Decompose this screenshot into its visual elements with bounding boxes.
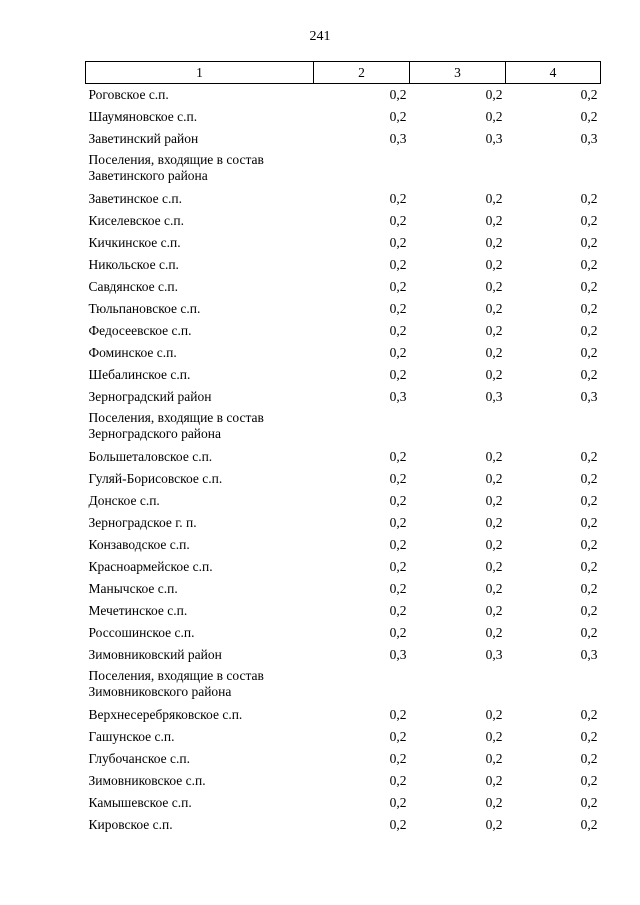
- table-row: [86, 490, 601, 512]
- table-row: [86, 792, 601, 814]
- settlement-name: Никольское с.п.: [88, 256, 179, 272]
- table-row: [86, 320, 601, 342]
- value-c3: 0,2: [485, 580, 503, 596]
- value-c4: 0,2: [580, 602, 598, 618]
- value-c3: 0,2: [485, 514, 503, 530]
- value-c4: 0,2: [580, 256, 598, 272]
- value-c2: 0,2: [389, 366, 407, 382]
- table-row: [86, 534, 601, 556]
- section-subheader-row: [86, 408, 601, 446]
- settlement-name: Донское с.п.: [88, 492, 160, 508]
- value-c3: 0,2: [485, 190, 503, 206]
- settlement-name: Зимовниковский район: [88, 646, 222, 662]
- settlement-name: Фоминское с.п.: [88, 344, 177, 360]
- value-c3: [410, 666, 506, 704]
- value-c4: [506, 408, 601, 446]
- table-row: [86, 512, 601, 534]
- table-row: [86, 276, 601, 298]
- value-c3: 0,2: [485, 234, 503, 250]
- table-row: [86, 210, 601, 232]
- value-c2: 0,2: [389, 580, 407, 596]
- value-c4: 0,2: [580, 492, 598, 508]
- settlement-name: Большеталовское с.п.: [88, 448, 213, 464]
- value-c2: 0,2: [389, 816, 407, 832]
- value-c2: 0,2: [389, 87, 407, 102]
- settlement-name: Красноармейское с.п.: [88, 558, 213, 574]
- settlement-name: Шебалинское с.п.: [88, 366, 191, 382]
- value-c2: 0,2: [389, 536, 407, 552]
- value-c4: 0,2: [580, 344, 598, 360]
- value-c4: [506, 150, 601, 188]
- value-c2: 0,2: [389, 772, 407, 788]
- settlement-name: Зимовниковское с.п.: [88, 772, 206, 788]
- value-c3: 0,2: [485, 256, 503, 272]
- value-c4: 0,2: [580, 234, 598, 250]
- value-c3: 0,2: [485, 602, 503, 618]
- settlement-name: Федосеевское с.п.: [88, 322, 192, 338]
- value-c4: 0,3: [580, 646, 598, 662]
- value-c2: [314, 150, 410, 188]
- value-c3: 0,2: [485, 278, 503, 294]
- value-c2: 0,2: [389, 514, 407, 530]
- value-c2: 0,2: [389, 278, 407, 294]
- settlement-name: Поселения, входящие в состав Зерноградского района: [88, 409, 264, 441]
- settlement-name: Глубочанское с.п.: [88, 750, 190, 766]
- value-c2: 0,2: [389, 492, 407, 508]
- table-row: [86, 298, 601, 320]
- table-row: [86, 232, 601, 254]
- value-c3: 0,3: [485, 646, 503, 662]
- table-header: [86, 62, 601, 84]
- settlement-name: Зерноградский район: [88, 388, 212, 404]
- value-c2: [314, 666, 410, 704]
- value-c3: 0,2: [485, 492, 503, 508]
- data-table: [85, 61, 601, 836]
- table-row: [86, 106, 601, 128]
- value-c4: 0,2: [580, 750, 598, 766]
- table-row: [86, 84, 601, 106]
- table-row: [86, 748, 601, 770]
- value-c4: 0,2: [580, 772, 598, 788]
- value-c4: 0,2: [580, 108, 598, 124]
- table-row: [86, 600, 601, 622]
- value-c3: 0,2: [485, 706, 503, 722]
- value-c3: 0,2: [485, 558, 503, 574]
- value-c3: 0,2: [485, 322, 503, 338]
- value-c3: 0,2: [485, 448, 503, 464]
- value-c3: 0,3: [485, 130, 503, 146]
- table-row: [86, 644, 601, 666]
- value-c2: 0,2: [389, 558, 407, 574]
- value-c2: 0,2: [389, 602, 407, 618]
- table-row: [86, 128, 601, 150]
- page-number: 241: [309, 29, 331, 44]
- value-c2: 0,3: [389, 388, 407, 404]
- settlement-name: Мечетинское с.п.: [88, 602, 188, 618]
- value-c3: 0,3: [485, 388, 503, 404]
- header-row: [86, 62, 601, 84]
- table-row: [86, 622, 601, 644]
- value-c3: 0,2: [485, 470, 503, 486]
- table-row: [86, 556, 601, 578]
- table-row: [86, 578, 601, 600]
- settlement-name: Поселения, входящие в состав Заветинского района: [88, 151, 264, 183]
- table-row: [86, 342, 601, 364]
- value-c2: 0,3: [389, 130, 407, 146]
- value-c3: 0,2: [485, 87, 503, 102]
- settlement-name: Зерноградское г. п.: [88, 514, 197, 530]
- table-row: [86, 726, 601, 748]
- value-c4: 0,2: [580, 624, 598, 640]
- table-row: [86, 770, 601, 792]
- value-c2: 0,2: [389, 234, 407, 250]
- settlement-name: Шаумяновское с.п.: [88, 108, 198, 124]
- value-c4: 0,2: [580, 212, 598, 228]
- value-c3: 0,2: [485, 108, 503, 124]
- value-c3: 0,2: [485, 728, 503, 744]
- value-c2: 0,2: [389, 624, 407, 640]
- value-c3: [410, 150, 506, 188]
- value-c4: 0,3: [580, 130, 598, 146]
- value-c4: 0,3: [580, 388, 598, 404]
- value-c2: 0,2: [389, 212, 407, 228]
- value-c4: 0,2: [580, 706, 598, 722]
- value-c3: 0,2: [485, 344, 503, 360]
- value-c2: 0,2: [389, 794, 407, 810]
- value-c4: 0,2: [580, 514, 598, 530]
- value-c2: 0,2: [389, 706, 407, 722]
- table-row: [86, 364, 601, 386]
- value-c3: 0,2: [485, 624, 503, 640]
- value-c4: 0,2: [580, 322, 598, 338]
- column-header-1: 1: [86, 62, 314, 84]
- column-header-3: 3: [410, 62, 506, 84]
- settlement-name: Киселевское с.п.: [88, 212, 185, 228]
- settlement-name: Заветинский район: [88, 130, 199, 146]
- value-c4: 0,2: [580, 300, 598, 316]
- settlement-name: Верхнесеребряковское с.п.: [88, 706, 243, 722]
- settlement-name: Кировское с.п.: [88, 816, 173, 832]
- value-c3: 0,2: [485, 536, 503, 552]
- settlement-name: Гашунское с.п.: [88, 728, 175, 744]
- section-subheader-row: [86, 666, 601, 704]
- table-row: [86, 704, 601, 726]
- value-c3: 0,2: [485, 300, 503, 316]
- settlement-name: Поселения, входящие в состав Зимовниковского района: [88, 667, 264, 699]
- settlement-name: Заветинское с.п.: [88, 190, 183, 206]
- settlement-name: Гуляй-Борисовское с.п.: [88, 470, 223, 486]
- value-c2: 0,2: [389, 750, 407, 766]
- value-c2: 0,2: [389, 344, 407, 360]
- value-c2: 0,2: [389, 728, 407, 744]
- value-c4: 0,2: [580, 816, 598, 832]
- value-c3: 0,2: [485, 366, 503, 382]
- value-c3: 0,2: [485, 212, 503, 228]
- table-row: [86, 254, 601, 276]
- value-c2: [314, 408, 410, 446]
- settlement-name: Савдянское с.п.: [88, 278, 178, 294]
- settlement-name: Камышевское с.п.: [88, 794, 192, 810]
- value-c2: 0,2: [389, 190, 407, 206]
- settlement-name: Роговское с.п.: [88, 87, 169, 102]
- table-row: [86, 386, 601, 408]
- value-c4: 0,2: [580, 558, 598, 574]
- settlement-name: Кичкинское с.п.: [88, 234, 181, 250]
- table-row: [86, 468, 601, 490]
- value-c4: 0,2: [580, 536, 598, 552]
- value-c2: 0,2: [389, 470, 407, 486]
- value-c2: 0,2: [389, 448, 407, 464]
- value-c4: 0,2: [580, 366, 598, 382]
- value-c4: 0,2: [580, 278, 598, 294]
- column-header-4: 4: [506, 62, 601, 84]
- value-c3: 0,2: [485, 816, 503, 832]
- settlement-name: Конзаводское с.п.: [88, 536, 190, 552]
- value-c4: 0,2: [580, 470, 598, 486]
- table-row: [86, 814, 601, 836]
- value-c3: 0,2: [485, 772, 503, 788]
- settlement-name: Россошинское с.п.: [88, 624, 195, 640]
- value-c4: 0,2: [580, 728, 598, 744]
- settlement-name: Тюльпановское с.п.: [88, 300, 201, 316]
- value-c4: 0,2: [580, 794, 598, 810]
- table-body: [86, 84, 601, 836]
- value-c2: 0,2: [389, 256, 407, 272]
- settlement-name: Манычское с.п.: [88, 580, 178, 596]
- value-c3: [410, 408, 506, 446]
- value-c4: [506, 666, 601, 704]
- value-c2: 0,2: [389, 108, 407, 124]
- section-subheader-row: [86, 150, 601, 188]
- column-header-2: 2: [314, 62, 410, 84]
- value-c4: 0,2: [580, 580, 598, 596]
- value-c2: 0,2: [389, 322, 407, 338]
- value-c2: 0,2: [389, 300, 407, 316]
- table-row: [86, 446, 601, 468]
- value-c4: 0,2: [580, 87, 598, 102]
- value-c4: 0,2: [580, 190, 598, 206]
- value-c3: 0,2: [485, 750, 503, 766]
- value-c2: 0,3: [389, 646, 407, 662]
- value-c3: 0,2: [485, 794, 503, 810]
- table-row: [86, 188, 601, 210]
- value-c4: 0,2: [580, 448, 598, 464]
